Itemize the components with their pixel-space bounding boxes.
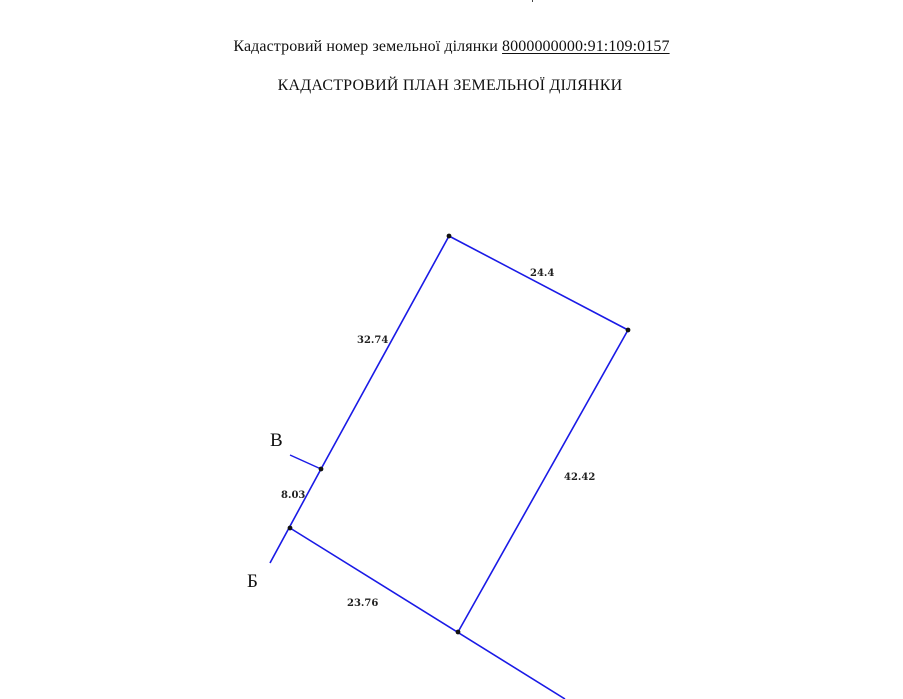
- vertex-bottom-right: [456, 630, 461, 635]
- adjacent-point-labels: [247, 430, 283, 592]
- adjacent-tick-b: [290, 455, 321, 469]
- boundary-edge-right: [458, 330, 628, 632]
- plan-title: КАДАСТРОВИЙ ПЛАН ЗЕМЕЛЬНОЇ ДІЛЯНКИ: [277, 77, 623, 94]
- vertex-left-middle: [319, 467, 324, 472]
- boundary-edge-bottom: [290, 528, 565, 699]
- dimension-label-top: 24.4: [530, 268, 555, 279]
- boundary-edge-left-lower: [270, 469, 321, 563]
- plot-vertices: [288, 234, 631, 635]
- adjacent-point-label-a: Б: [247, 571, 258, 592]
- plot-boundary: [270, 236, 628, 699]
- adjacent-point-label-b: В: [270, 430, 283, 451]
- boundary-edge-left-upper: [321, 236, 449, 469]
- boundary-edge-top: [449, 236, 628, 330]
- vertex-bottom-left: [288, 526, 293, 531]
- dimension-label-right: 42.42: [564, 472, 596, 483]
- dimension-label-left-upper: 32.74: [357, 335, 389, 346]
- dimension-label-left-lower: 8.03: [281, 490, 306, 501]
- vertex-top-left: [447, 234, 452, 239]
- cadastral-number-value: 8000000000:91:109:0157: [502, 38, 670, 55]
- dimension-label-bottom: 23.76: [347, 598, 379, 609]
- vertex-top-right: [626, 328, 631, 333]
- cadastral-number-label: Кадастровий номер земельної ділянки: [233, 38, 498, 55]
- dimension-labels: [281, 268, 595, 609]
